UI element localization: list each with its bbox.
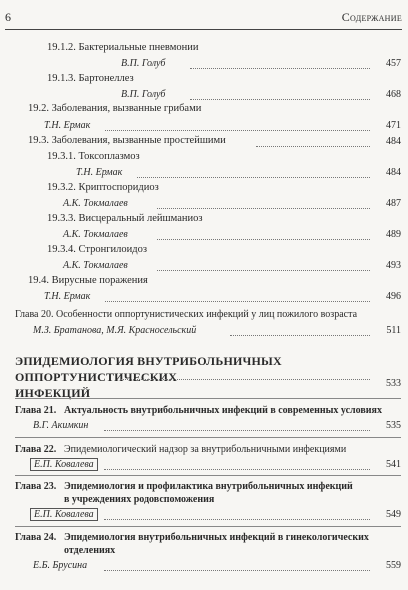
leader-dots: [120, 379, 370, 380]
entry-title: 19.3.2. Криптоспоридиоз: [47, 182, 159, 193]
chapter-separator: [15, 475, 401, 476]
chapter-title-line2: отделениях: [64, 545, 116, 556]
entry-page: 496: [386, 291, 401, 302]
section-heading[interactable]: [15, 353, 408, 401]
leader-dots: [190, 68, 370, 69]
chapter-page: 549: [386, 509, 401, 520]
chapter-page: 559: [386, 560, 401, 571]
chapter-title-line2: в учреждениях родовспоможения: [64, 494, 215, 505]
entry-page: 468: [386, 89, 401, 100]
chapter-author: В.Г. Акимкин: [33, 420, 89, 431]
chapter-title: Эпидемиология внутрибольничных инфекций в гинекологических: [64, 532, 369, 543]
section-heading-line1: ЭПИДЕМИОЛОГИЯ ВНУТРИБОЛЬНИЧНЫХ ОППОРТУНИСТИЧЕСКИХ: [15, 354, 282, 384]
entry-author: А.К. Токмалаев: [63, 198, 128, 209]
entry-author: Т.Н. Ермак: [44, 291, 91, 302]
entry-page: 471: [386, 120, 401, 131]
leader-dots: [157, 270, 370, 271]
leader-dots: [157, 208, 370, 209]
entry-title: 19.1.2. Бактериальные пневмонии: [47, 42, 199, 53]
section-page: 533: [386, 378, 401, 389]
entry-title: 19.2. Заболевания, вызванные грибами: [28, 103, 202, 114]
chapter-author: Е.Б. Брусина: [33, 560, 88, 571]
chapter-label: Глава 21.: [15, 405, 57, 416]
entry-author: Т.Н. Ермак: [76, 167, 123, 178]
chapter-separator: [15, 526, 401, 527]
section-heading-line2: ИНФЕКЦИЙ: [15, 386, 91, 400]
entry-page: 484: [386, 136, 401, 147]
running-header: [5, 10, 402, 26]
chapter-title: Актуальность внутрибольничных инфекций в современных условиях: [64, 405, 382, 416]
page-number: 6: [5, 10, 11, 24]
entry-page: 489: [386, 229, 401, 240]
entry-title: 19.3.4. Стронгилоидоз: [47, 244, 147, 255]
entry-author: М.З. Братанова, М.Я. Красносельский: [33, 325, 197, 336]
entry-author: В.П. Голуб: [121, 89, 166, 100]
leader-dots: [190, 99, 370, 100]
leader-dots: [256, 146, 370, 147]
leader-dots: [104, 469, 370, 470]
chapter-title: Эпидемиология и профилактика внутрибольничных инфекций: [64, 481, 353, 492]
leader-dots: [137, 177, 370, 178]
entry-title: 19.3.1. Токсоплазмоз: [47, 151, 140, 162]
entry-page: 484: [386, 167, 401, 178]
entry-title: Глава 20. Особенности оппортунистических инфекций у лиц пожилого возраста: [15, 309, 358, 320]
chapter-page: 541: [386, 459, 401, 470]
entry-author: В.П. Голуб: [121, 58, 166, 69]
leader-dots: [230, 335, 370, 336]
entry-title: 19.1.3. Бартонеллез: [47, 73, 134, 84]
chapter-author: Е.П. Ковалева: [30, 508, 98, 521]
chapter-label: Глава 24.: [15, 532, 57, 543]
chapter-label: Глава 23.: [15, 481, 57, 492]
chapter-page: 535: [386, 420, 401, 431]
section-separator: [15, 398, 401, 399]
entry-author: А.К. Токмалаев: [63, 229, 128, 240]
entry-author: А.К. Токмалаев: [63, 260, 128, 271]
entry-page: 493: [386, 260, 401, 271]
chapter-title: Эпидемиологический надзор за внутрибольничными инфекциями: [64, 444, 347, 455]
leader-dots: [105, 130, 370, 131]
entry-title: 19.4. Вирусные поражения: [28, 275, 148, 286]
leader-dots: [157, 239, 370, 240]
chapter-separator: [15, 437, 401, 438]
entry-title: 19.3.3. Висцеральный лейшманиоз: [47, 213, 203, 224]
entry-page: 457: [386, 58, 401, 69]
header-rule: [5, 29, 402, 30]
entry-author: Т.Н. Ермак: [44, 120, 91, 131]
running-section-title: Содержание: [341, 10, 402, 24]
leader-dots: [104, 430, 370, 431]
chapter-author: Е.П. Ковалева: [30, 458, 98, 471]
leader-dots: [104, 519, 370, 520]
leader-dots: [105, 301, 370, 302]
entry-page: 487: [386, 198, 401, 209]
entry-page: 511: [386, 325, 401, 336]
chapter-label: Глава 22.: [15, 444, 57, 455]
leader-dots: [104, 570, 370, 571]
entry-title: 19.3. Заболевания, вызванные простейшими: [28, 135, 226, 146]
